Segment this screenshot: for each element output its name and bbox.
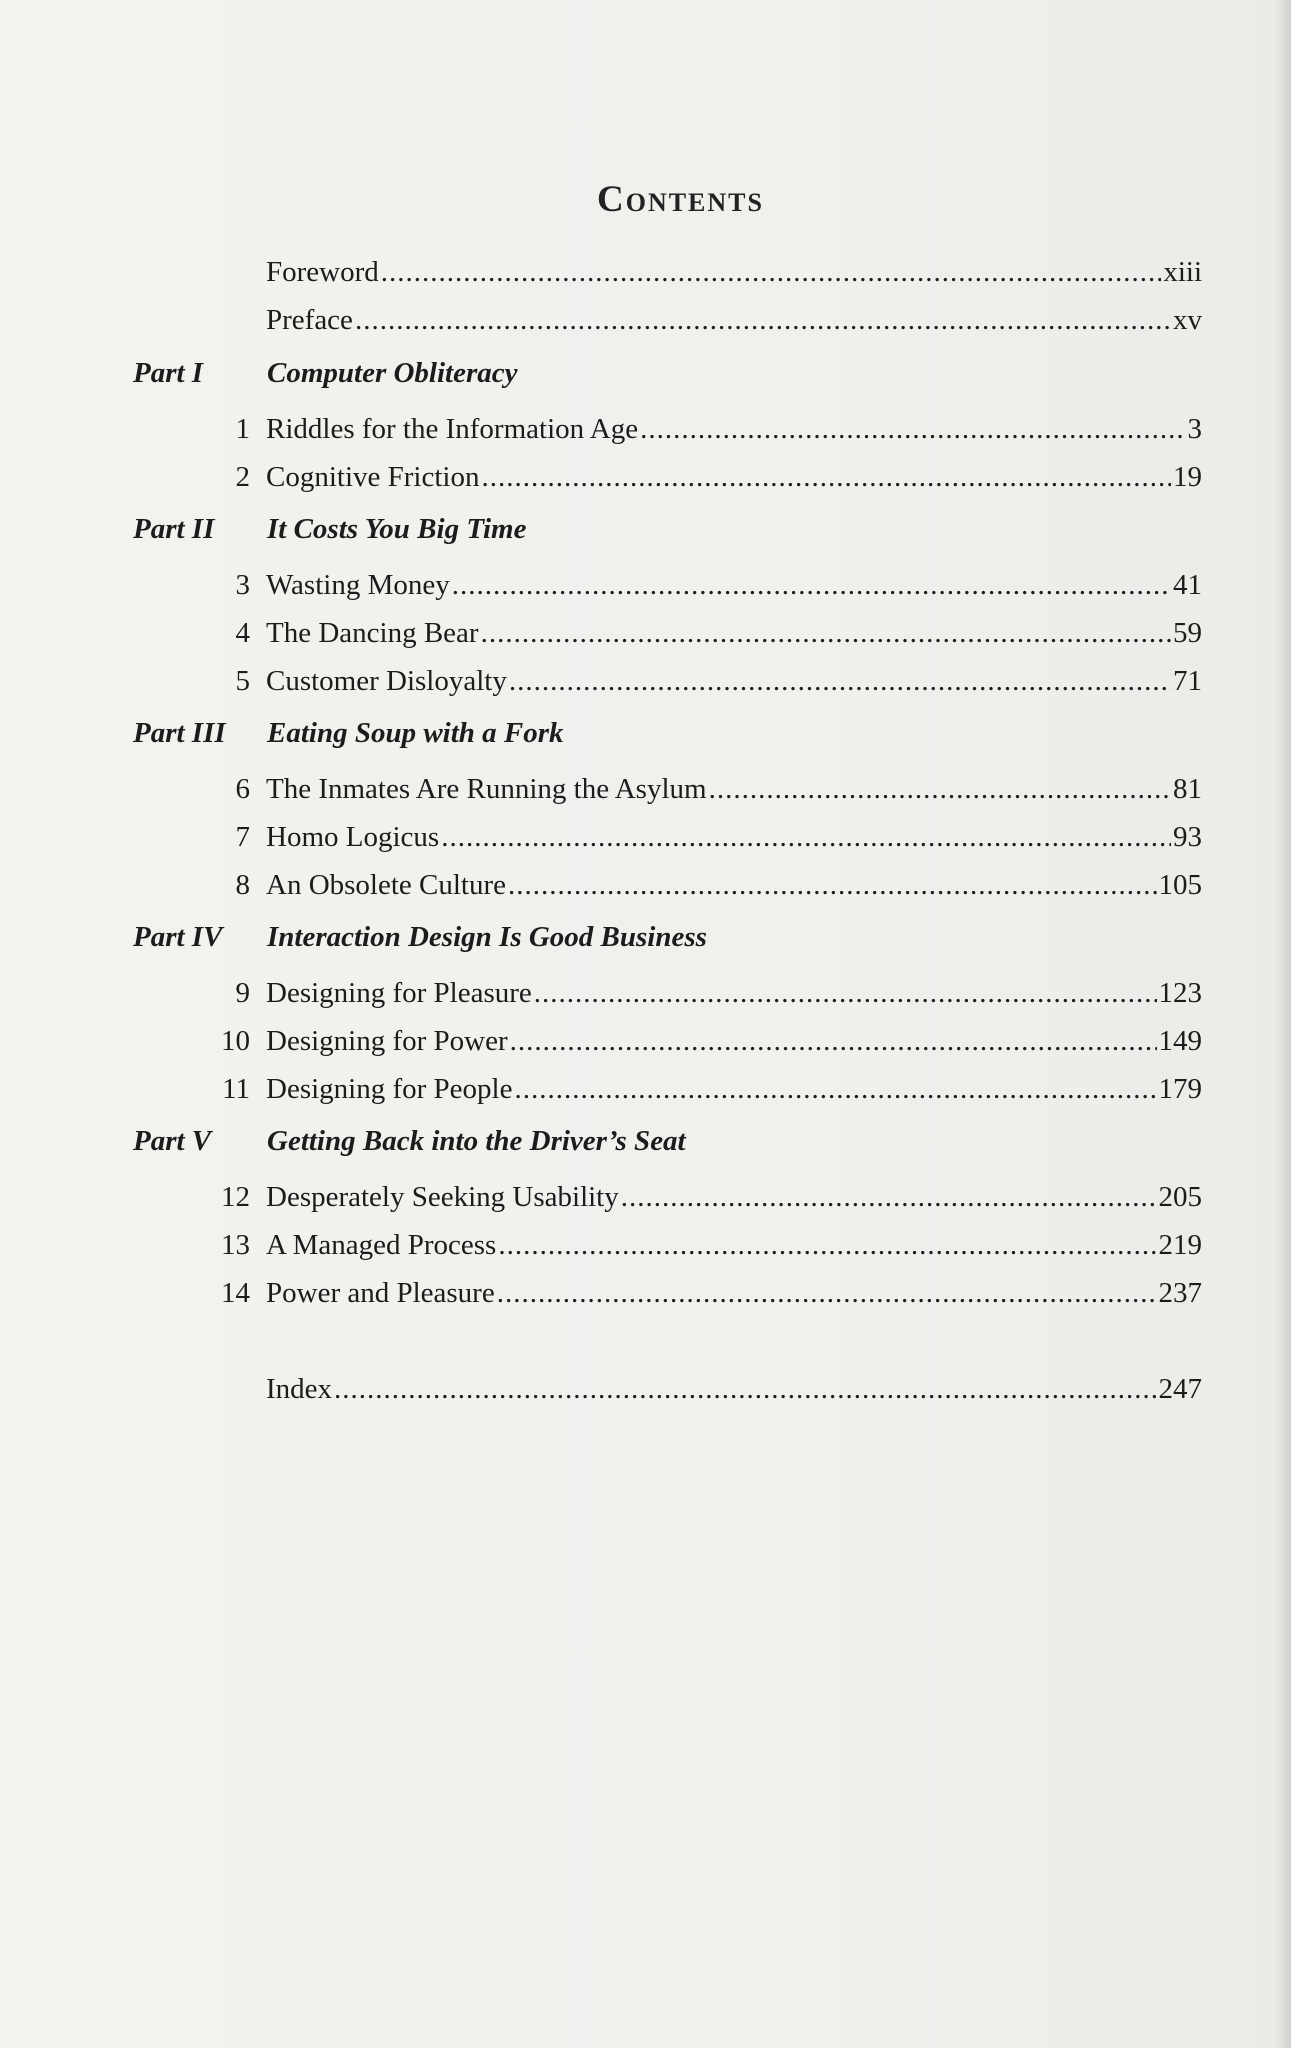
part-title: Computer Obliteracy [267, 357, 518, 389]
leader-dots [355, 299, 1171, 341]
entry-title: Wasting Money [266, 569, 450, 601]
toc-entry-preface [0, 299, 1291, 341]
chapter-number: 2 [235, 461, 250, 493]
entry-page: xv [1173, 304, 1202, 336]
entry-page: 81 [1173, 773, 1202, 805]
leader-dots [640, 408, 1185, 450]
toc-entry-chapter [0, 408, 1291, 450]
entry-page: 41 [1173, 569, 1202, 601]
chapter-number: 13 [221, 1229, 250, 1261]
chapter-number: 11 [222, 1073, 250, 1105]
chapter-number: 6 [235, 773, 250, 805]
entry-title: Homo Logicus [266, 821, 440, 853]
leader-dots [381, 251, 1162, 293]
chapter-number: 5 [235, 665, 250, 697]
entry-page: 71 [1173, 665, 1202, 697]
toc-entry-chapter [0, 1176, 1291, 1218]
entry-title: Designing for Power [266, 1025, 508, 1057]
part-heading [0, 352, 1291, 394]
leader-dots [709, 768, 1171, 810]
chapter-number: 10 [221, 1025, 250, 1057]
entry-title: Designing for Pleasure [266, 977, 532, 1009]
leader-dots [514, 1068, 1156, 1110]
toc-entry-chapter [0, 660, 1291, 702]
entry-title: Designing for People [266, 1073, 513, 1105]
entry-title: Desperately Seeking Usability [266, 1181, 619, 1213]
chapter-number: 9 [235, 977, 250, 1009]
part-label: Part IV [133, 921, 223, 953]
leader-dots [481, 456, 1171, 498]
toc-entry-chapter [0, 1272, 1291, 1314]
entry-title: The Dancing Bear [266, 617, 479, 649]
part-heading [0, 712, 1291, 754]
chapter-number: 1 [235, 413, 250, 445]
leader-dots [621, 1176, 1157, 1218]
entry-title: Foreword [266, 256, 379, 288]
entry-page: 247 [1158, 1373, 1202, 1405]
entry-page: 205 [1158, 1181, 1202, 1213]
entry-page: 149 [1158, 1025, 1202, 1057]
entry-page: 237 [1158, 1277, 1202, 1309]
leader-dots [334, 1368, 1156, 1410]
entry-title: The Inmates Are Running the Asylum [266, 773, 707, 805]
toc-entry-chapter [0, 768, 1291, 810]
toc-entry-index [0, 1368, 1291, 1410]
entry-page: xiii [1163, 256, 1202, 288]
entry-title: Cognitive Friction [266, 461, 480, 493]
toc-entry-chapter [0, 1020, 1291, 1062]
toc-entry-chapter [0, 864, 1291, 906]
chapter-number: 7 [235, 821, 250, 853]
entry-page: 123 [1158, 977, 1202, 1009]
entry-title: Riddles for the Information Age [266, 413, 639, 445]
entry-title: Preface [266, 304, 353, 336]
toc-entry-chapter [0, 972, 1291, 1014]
entry-page: 179 [1158, 1073, 1202, 1105]
entry-page: 93 [1173, 821, 1202, 853]
toc-entry-chapter [0, 1224, 1291, 1266]
toc-entry-chapter [0, 564, 1291, 606]
entry-title: Index [266, 1373, 333, 1405]
entry-page: 19 [1173, 461, 1202, 493]
part-label: Part I [133, 357, 204, 389]
chapter-number: 3 [235, 569, 250, 601]
entry-page: 59 [1173, 617, 1202, 649]
part-heading [0, 508, 1291, 550]
leader-dots [509, 660, 1171, 702]
leader-dots [510, 1020, 1157, 1062]
part-title: It Costs You Big Time [267, 513, 527, 545]
toc-entry-chapter [0, 1068, 1291, 1110]
leader-dots [534, 972, 1157, 1014]
part-title: Eating Soup with a Fork [267, 717, 564, 749]
part-heading [0, 1120, 1291, 1162]
entry-title: An Obsolete Culture [266, 869, 507, 901]
chapter-number: 14 [221, 1277, 250, 1309]
leader-dots [498, 1224, 1156, 1266]
entry-page: 3 [1187, 413, 1202, 445]
part-title: Getting Back into the Driver’s Seat [267, 1125, 686, 1157]
entry-page: 219 [1158, 1229, 1202, 1261]
toc-entry-chapter [0, 816, 1291, 858]
toc-entry-chapter [0, 612, 1291, 654]
chapter-number: 4 [235, 617, 250, 649]
part-label: Part II [133, 513, 215, 545]
contents-title: Contents [597, 179, 764, 220]
chapter-number: 8 [235, 869, 250, 901]
part-heading [0, 916, 1291, 958]
toc-entry-chapter [0, 456, 1291, 498]
entry-page: 105 [1158, 869, 1202, 901]
part-title: Interaction Design Is Good Business [267, 921, 707, 953]
part-label: Part V [133, 1125, 212, 1157]
chapter-number: 12 [221, 1181, 250, 1213]
part-label: Part III [133, 717, 226, 749]
toc-entry-foreword [0, 251, 1291, 293]
leader-dots [497, 1272, 1157, 1314]
leader-dots [508, 864, 1156, 906]
leader-dots [481, 612, 1171, 654]
leader-dots [441, 816, 1171, 858]
leader-dots [452, 564, 1171, 606]
entry-title: A Managed Process [266, 1229, 497, 1261]
entry-title: Power and Pleasure [266, 1277, 495, 1309]
entry-title: Customer Disloyalty [266, 665, 507, 697]
